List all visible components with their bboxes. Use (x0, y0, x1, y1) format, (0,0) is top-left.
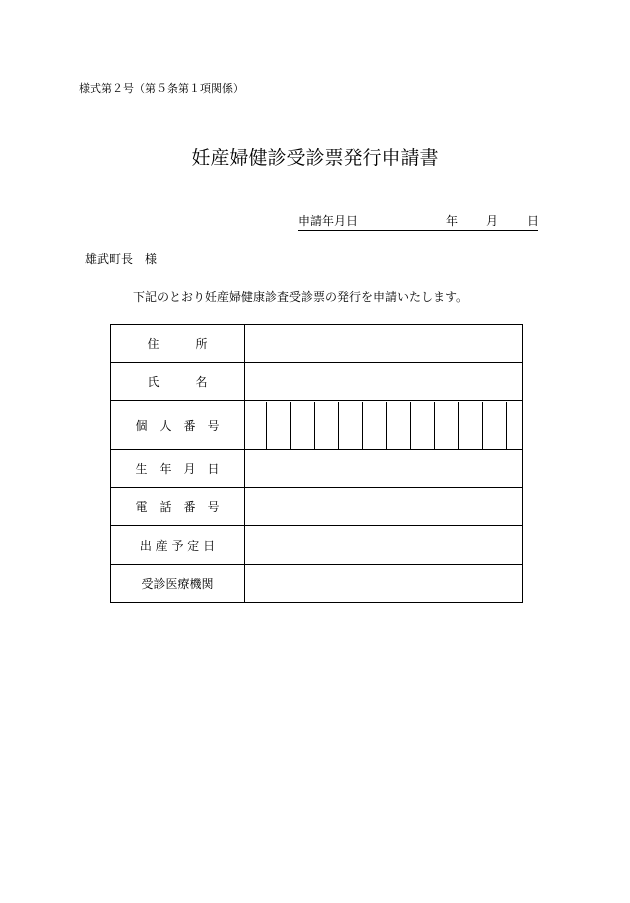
addressee: 雄武町長 様 (85, 252, 158, 266)
phone-label: 電 話 番 号 (111, 488, 245, 526)
form-row-birthdate (111, 450, 523, 488)
birthdate-field[interactable] (245, 450, 523, 488)
digit-box-6[interactable] (386, 402, 410, 449)
digit-box-8[interactable] (434, 402, 458, 449)
address-label: 住 所 (111, 325, 245, 363)
application-form-table (110, 324, 523, 603)
form-row-due-date (111, 526, 523, 565)
digit-box-7[interactable] (410, 402, 434, 449)
digit-box-4[interactable] (338, 402, 362, 449)
individual-number-label: 個 人 番 号 (111, 401, 245, 450)
form-row-address (111, 325, 523, 363)
digit-box-5[interactable] (362, 402, 386, 449)
due-date-field[interactable] (245, 526, 523, 565)
due-date-label: 出 産 予 定 日 (111, 526, 245, 565)
name-label: 氏 名 (111, 363, 245, 401)
digit-box-10[interactable] (482, 402, 506, 449)
birthdate-label: 生 年 月 日 (111, 450, 245, 488)
individual-number-field (245, 401, 523, 450)
day-label: 日 (527, 214, 540, 228)
form-row-name (111, 363, 523, 401)
month-label: 月 (486, 214, 499, 228)
year-label: 年 (446, 214, 459, 228)
application-date-line (298, 212, 538, 231)
address-field[interactable] (245, 325, 523, 363)
phone-field[interactable] (245, 488, 523, 526)
form-row-phone (111, 488, 523, 526)
name-field[interactable] (245, 363, 523, 401)
form-number: 様式第２号（第５条第１項関係） (79, 82, 244, 95)
digit-box-2[interactable] (290, 402, 314, 449)
digit-box-1[interactable] (266, 402, 290, 449)
medical-institution-label: 受診医療機関 (111, 565, 245, 603)
digit-box-9[interactable] (458, 402, 482, 449)
application-date-label: 申請年月日 (298, 214, 359, 228)
individual-number-boxes (245, 402, 522, 449)
digit-box-3[interactable] (314, 402, 338, 449)
form-row-individual-number (111, 401, 523, 450)
document-title: 妊産婦健診受診票発行申請書 (191, 147, 439, 169)
form-row-medical-institution (111, 565, 523, 603)
request-statement: 下記のとおり妊産婦健康診査受診票の発行を申請いたします。 (133, 290, 469, 304)
digit-box-11[interactable] (506, 402, 530, 449)
medical-institution-field[interactable] (245, 565, 523, 603)
